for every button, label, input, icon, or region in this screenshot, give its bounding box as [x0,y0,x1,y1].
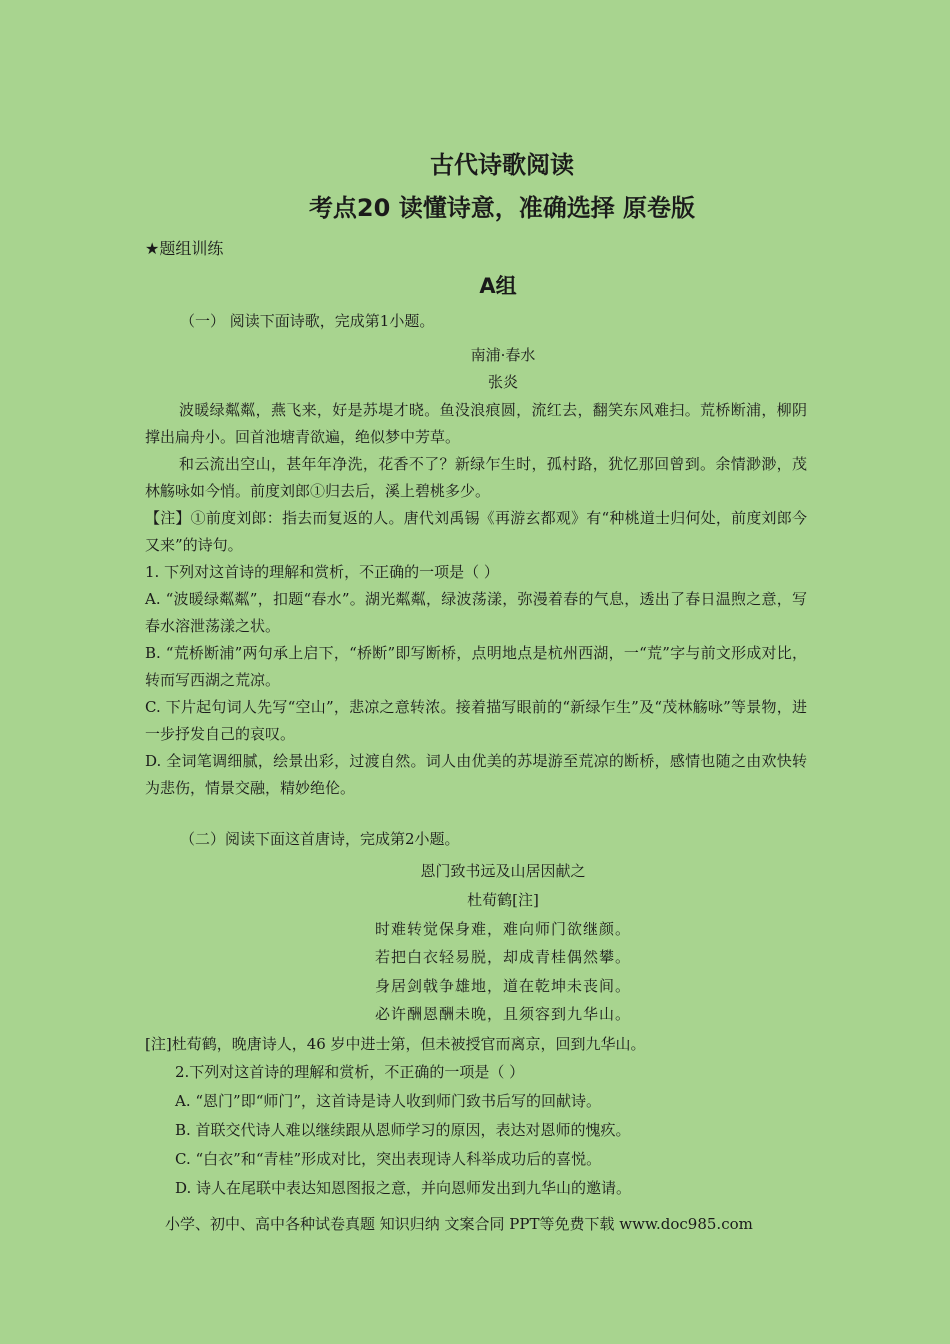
question-2-option-d: D. 诗人在尾联中表达知恩图报之意，并向恩师发出到九华山的邀请。 [175,1179,632,1197]
question-1-option-c: C. 下片起句词人先写“空山”，悲凉之意转浓。接着描写眼前的“新绿乍生”及“茂林觞咏”等景物，进一步抒发自己的哀叹。 [145,698,807,743]
poem2-line-3: 身居剑戟争雄地，道在乾坤未丧间。 [374,977,631,995]
question-2-option-b: B. 首联交代诗人难以继续跟从恩师学习的原因，表达对恩师的愧疚。 [175,1121,631,1139]
page-footer: 小学、初中、高中各种试卷真题 知识归纳 文案合同 PPT等免费下载 www.doc985.com [165,1215,753,1233]
question-1: 1. 下列对这首诗的理解和赏析，不正确的一项是（ ） [145,563,499,581]
document-title: 古代诗歌阅读 [430,151,574,179]
poem2-line-4: 必许酬恩酬未晚，且须容到九华山。 [374,1005,631,1023]
group-heading: A组 [479,274,517,298]
poem2-title: 恩门致书远及山居因献之 [420,862,586,880]
poem1-paragraph-1: 波暖绿粼粼，燕飞来，好是苏堤才晓。鱼没浪痕圆，流红去，翻笑东风难扫。荒桥断浦，柳阴撑出扁舟小。回首池塘青欲遍，绝似梦中芳草。 [145,401,807,446]
document-subtitle: 考点20 读懂诗意，准确选择 原卷版 [308,194,696,222]
question-2: 2.下列对这首诗的理解和赏析，不正确的一项是（ ） [175,1063,525,1081]
poem2-author: 杜荀鹤[注] [467,891,539,909]
poem1-paragraph-2: 和云流出空山，甚年年净洗，花香不了？新绿乍生时，孤村路，犹忆那回曾到。余情渺渺，茂林觞咏如今悄。前度刘郎①归去后，溪上碧桃多少。 [145,455,807,500]
poem1-note: 【注】①前度刘郎：指去而复返的人。唐代刘禹锡《再游玄都观》有“种桃道士归何处，前度刘郎今又来”的诗句。 [145,509,807,554]
poem2-note: [注]杜荀鹤，晚唐诗人，46 岁中进士第，但未被授官而离京，回到九华山。 [145,1035,646,1053]
question-1-option-a: A. “波暖绿粼粼”，扣题“春水”。湖光粼粼，绿波荡漾，弥漫着春的气息，透出了春日温煦之意，写春水溶泄荡漾之状。 [145,590,807,635]
question-1-option-d: D. 全词笔调细腻，绘景出彩，过渡自然。词人由优美的苏堤游至荒凉的断桥，感情也随之由欢快转为悲伤，情景交融，精妙绝伦。 [145,752,807,797]
poem1-author: 张炎 [487,373,518,391]
question-1-option-b: B. “荒桥断浦”两句承上启下，“桥断”即写断桥，点明地点是杭州西湖，一“荒”字与前文形成对比，转而写西湖之荒凉。 [145,644,807,689]
poem2-line-2: 若把白衣轻易脱，却成青桂偶然攀。 [374,948,631,966]
part1-intro: （一） 阅读下面诗歌，完成第1小题。 [180,312,435,330]
poem2-line-1: 时难转觉保身难，难向师门欲继颜。 [374,920,631,938]
section-tag: ★题组训练 [145,239,224,258]
part2-intro: （二）阅读下面这首唐诗，完成第2小题。 [180,830,460,848]
question-2-option-c: C. “白衣”和“青桂”形成对比，突出表现诗人科举成功后的喜悦。 [175,1150,602,1168]
poem1-title: 南浦·春水 [470,346,536,364]
question-2-option-a: A. “恩门”即“师门”，这首诗是诗人收到师门致书后写的回献诗。 [175,1092,602,1110]
